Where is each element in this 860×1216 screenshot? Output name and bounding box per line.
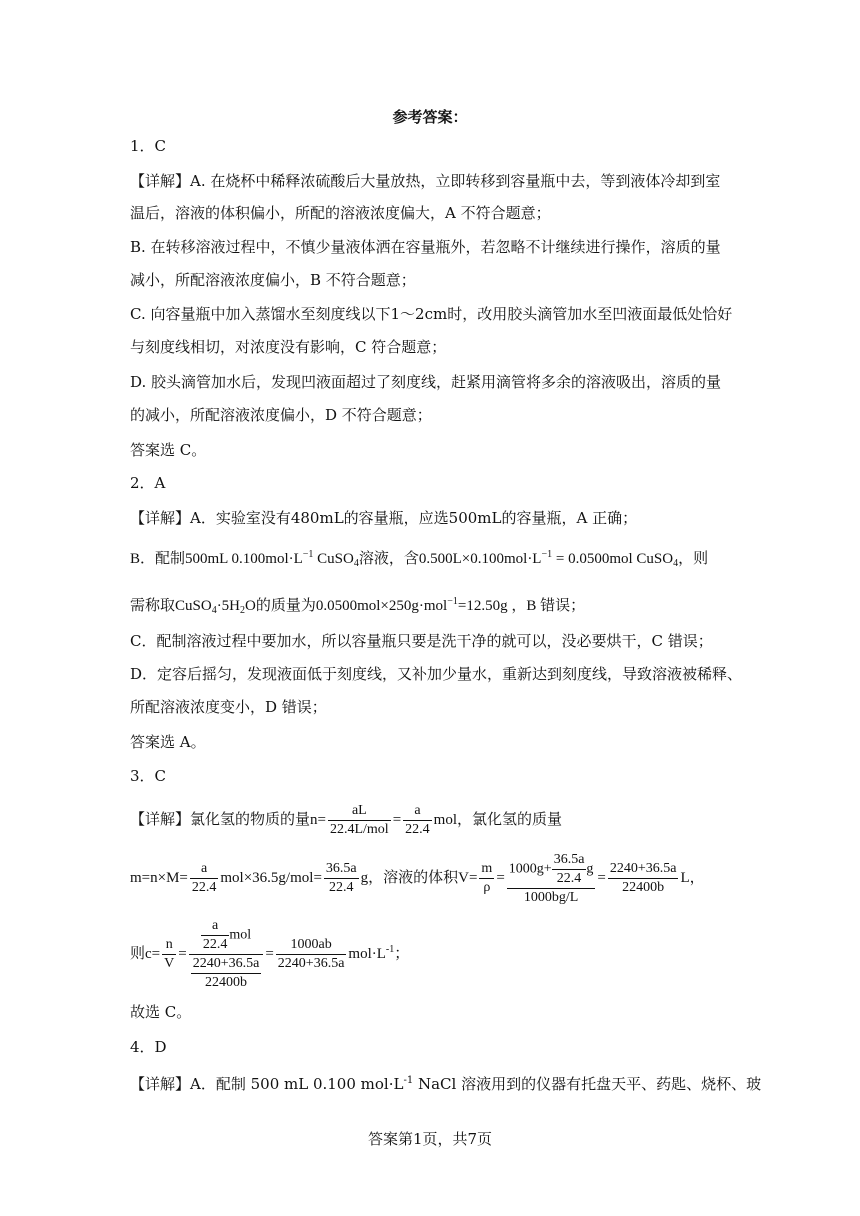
q2-number: 2．A bbox=[130, 474, 166, 492]
q2-explanation-line: D．定容后摇匀，发现液面低于刻度线，又补加少量水，重新达到刻度线，导致溶液被稀释、 bbox=[130, 665, 743, 683]
q1-number: 1．C bbox=[130, 137, 167, 155]
q2-answer: 答案选 A。 bbox=[130, 733, 206, 751]
q1-explanation-line: D. 胶头滴管加水后，发现凹液面超过了刻度线，赶紧用滴管将多余的溶液吸出，溶质的量 bbox=[130, 373, 722, 391]
q3-concentration-formula: 则c= $\frac{n}{V}$ = $\frac{a}{22.4}$ mol 2240+36.5a 22400b = $\frac{1000ab}{2240+36.5a}$ $mol\cdot L^{-1}$； bbox=[130, 918, 410, 991]
q3-number: 3．C bbox=[130, 767, 167, 785]
q1-explanation-line: 温后，溶液的体积偏小，所配的溶液浓度偏大，A 不符合题意； bbox=[130, 204, 551, 222]
q3-moles-formula: 【详解】氯化氢的物质的量n= $\frac{aL}{\text{22.4L/mol}}$ = $\frac{a}{22.4}$ mol，氯化氢的质量 bbox=[130, 803, 563, 838]
page-footer: 答案第1页，共7页 bbox=[367, 1130, 493, 1148]
q1-explanation-line: B. 在转移溶液过程中，不慎少量液体洒在容量瓶外，若忽略不计继续进行操作，溶质的量 bbox=[130, 238, 721, 256]
q2-explanation-line: 【详解】A．实验室没有480mL的容量瓶，应选500mL的容量瓶，A 正确； bbox=[130, 509, 638, 527]
q1-explanation-line: 【详解】A. 在烧杯中稀释浓硫酸后大量放热，立即转移到容量瓶中去，等到液体冷却到室 bbox=[130, 172, 721, 190]
q2-formula-line: 需称取$CuSO_4\cdot 5H_2O$的质量为0.0500mol×250g·mol$^{-1}$=12.50g ，B 错误； bbox=[130, 596, 586, 616]
q4-explanation-line: 【详解】A．配制 500 mL 0.100 $mol\cdot L^{-1}$ NaCl 溶液用到的仪器有托盘天平、药匙、烧杯、玻 bbox=[130, 1075, 762, 1093]
q2-explanation-line: 所配溶液浓度变小，D 错误； bbox=[130, 698, 327, 716]
q3-mass-volume-formula: m=n×M= $\frac{a}{22.4}$ mol×36.5g/mol= $\frac{36.5a}{22.4}$ g，溶液的体积V= $\frac{m}{\rho}$ = 1000g+ $\frac{36.5a}{22.4}$ g 1000bg/L = $\frac{2240+36.5a}{22400b}$ L， bbox=[130, 851, 705, 905]
q3-answer: 故选 C。 bbox=[130, 1003, 192, 1021]
q1-explanation-line: 减小，所配溶液浓度偏小，B 不符合题意； bbox=[130, 271, 416, 289]
q2-formula-line: B．配制500mL $0.100mol\cdot L^{-1}$ CuSO$_4$溶液，含$0.500L\times 0.100mol\cdot L^{-1} = 0.0500mol$ CuSO$_4$，则 bbox=[130, 549, 709, 569]
q2-explanation-line: C．配制溶液过程中要加水，所以容量瓶只要是洗干净的就可以，没必要烘干，C 错误； bbox=[130, 632, 713, 650]
q1-answer: 答案选 C。 bbox=[130, 441, 207, 459]
q1-explanation-line: 的减小，所配溶液浓度偏小，D 不符合题意； bbox=[130, 406, 432, 424]
q1-explanation-line: 与刻度线相切，对浓度没有影响，C 符合题意； bbox=[130, 338, 447, 356]
page-title: 参考答案： bbox=[392, 108, 468, 126]
q1-explanation-line: C. 向容量瓶中加入蒸馏水至刻度线以下1～2cm时，改用胶头滴管加水至凹液面最低处恰好 bbox=[130, 305, 733, 323]
q4-number: 4．D bbox=[130, 1038, 167, 1056]
